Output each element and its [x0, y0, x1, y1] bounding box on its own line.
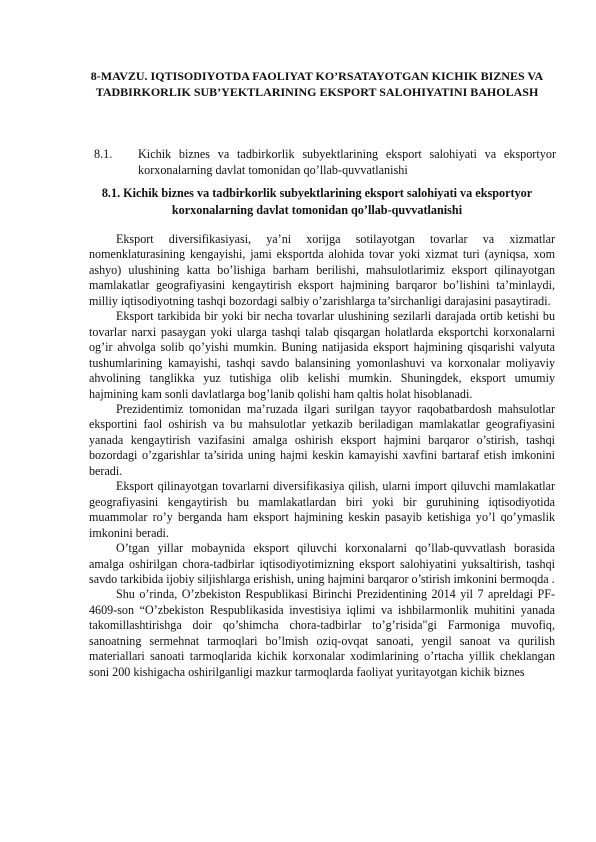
chapter-title: 8-MAVZU. IQTISODIYOTDA FAOLIYAT KO’RSATAYOTGAN KICHIK BIZNES VA TADBIRKORLIK SUB’YEKTLARINING EKSPORT SALOHIYATINI BAHOLASH: [90, 69, 544, 99]
paragraph: Eksport diversifikasiyasi, ya’ni xorijga sotilayotgan tovarlar va xizmatlar nomenklaturasining kengayishi, jami eksportda alohida tovar yoki xizmat turi (ayniqsa, xom ashyo) ulushining katta bo’lishiga barham berilishi, mahsulotlarimiz eksport qilinayotgan mamlakatlar geografiyasini kengaytirish eksport hajmining barqaror bo’lishini ta’minlaydi, milliy iqtisodiyotning tashqi bozordagi salbiy o’zarishlarga ta’sirchanligi darajasini pasaytiradi.: [89, 232, 555, 308]
toc-entry: [94, 146, 556, 178]
toc-entry-number: 8.1.: [94, 147, 113, 161]
paragraph: Prezidentimiz tomonidan ma’ruzada ilgari surilgan tayyor raqobatbardosh mahsulotlar eksportini faol oshirish va bu mahsulotlar yetkazib beriladigan mamlakatlar geografiyasini yanada kengaytirish vazifasini amalga oshirish eksport hajmini barqaror o’stirish, tashqi bozordagi o’zgarishlar ta’sirida uning hajmi keskin kamayishi xavfini bartaraf etish imkonini beradi.: [89, 401, 555, 478]
document-body: [89, 232, 555, 680]
toc-entry-text: Kichik biznes va tadbirkorlik subyektlarining eksport salohiyati va eksportyor korxonalarning davlat tomonidan qo’llab-quvvatlanishi: [138, 147, 556, 177]
paragraph: Eksport qilinayotgan tovarlarni diversifikasiya qilish, ularni import qiluvchi mamlakatlar geografiyasini kengaytirish bu mamlakatlardan biri yoki bir guruhining iqtisodiyotida muammolar ro’y berganda ham eksport hajmining keskin pasayib ketishiga yo’l qo’ymaslik imkonini beradi.: [89, 479, 555, 540]
paragraph: Eksport tarkibida bir yoki bir necha tovarlar ulushining sezilarli darajada ortib ketishi bu tovarlar narxi pasaygan yoki ularga tashqi talab qisqargan holatlarda eksportchi korxonalarni og’ir ahvolga solib qo’yishi mumkin. Buning natijasida eksport hajmining qisqarishi valyuta tushumlarining kamayishi, tashqi savdo balansining yomonlashuvi va korxonalar moliyaviy ahvolining tanglikka yuz tutishiga olib kelishi mumkin. Shuningdek, eksport umumiy hajmining kam sonli davlatlarga bog’lanib qolishi ham qaltis holat hisoblanadi.: [89, 309, 555, 401]
paragraph: O’tgan yillar mobaynida eksport qiluvchi korxonalarni qo’llab-quvvatlash borasida amalga oshirilgan chora-tadbirlar iqtisodiyotimizning eksport salohiyatini yuksaltirish, tashqi savdo tarkibida ijobiy siljishlarga erishish, uning hajmini barqaror o’stirish imkonini bermoqda .: [89, 541, 555, 586]
paragraph: Shu o’rinda, O’zbekiston Respublikasi Birinchi Prezidentining 2014 yil 7 apreldagi PF-4609-son “O’zbekiston Respublikasida investisiya iqlimi va ishbilarmonlik muhitini yanada takomillashtirishga doir qo’shimcha chora-tadbirlar to’g’risida"gi Farmoniga muvofiq, sanoatning sermehnat tarmoqlari bo’lmish oziq-ovqat sanoati, yengil sanoat va qurilish materiallari sanoati tarmoqlarida kichik korxonalar xodimlarining o’rtacha yillik cheklangan soni 200 kishigacha oshirilganligi mazkur tarmoqlarda faoliyat yuritayotgan kichik biznes: [89, 587, 555, 679]
section-title: 8.1. Kichik biznes va tadbirkorlik subyektlarining eksport salohiyati va eksportyor korxonalarning davlat tomonidan qo’llab-quvvatlanishi: [101, 186, 533, 217]
